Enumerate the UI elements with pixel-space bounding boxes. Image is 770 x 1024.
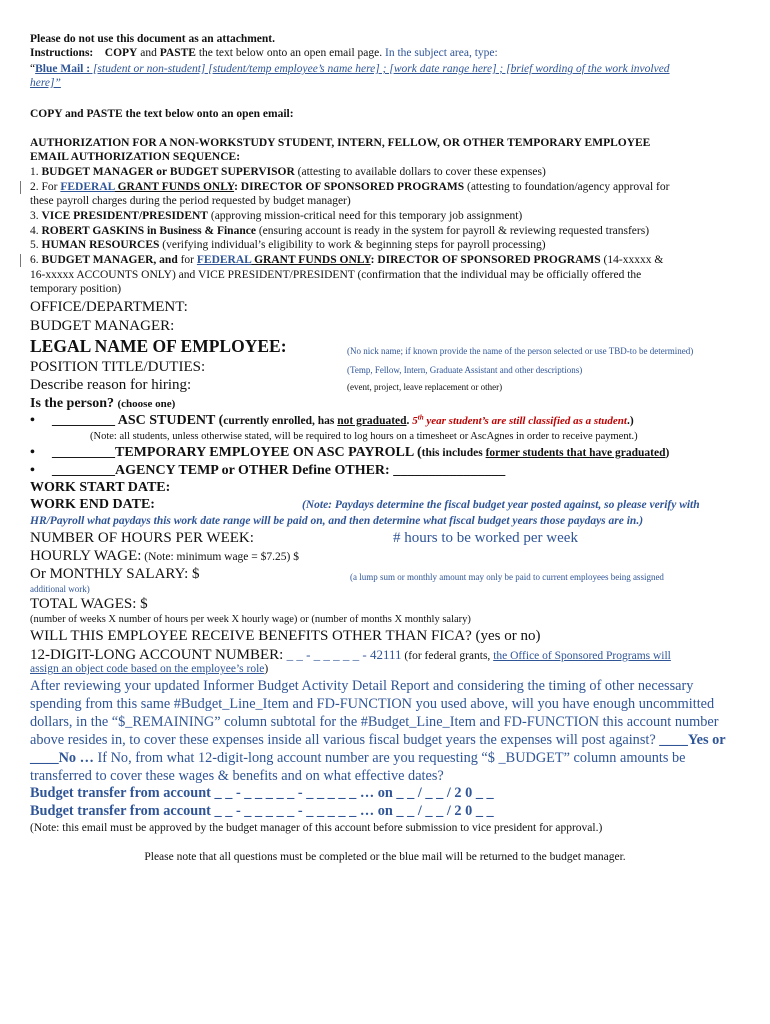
step-number: 6. [30,254,39,266]
reason-note: (event, project, leave replacement or other) [347,382,503,392]
step-role: BUDGET MANAGER or BUDGET SUPERVISOR [41,166,295,178]
ordinal-suffix: th [417,413,424,422]
change-bar [20,181,21,194]
asc-student-note: (Note: all students, unless otherwise stated, will be required to log hours on a timesheet or AscAgnes in order to receive payment.) [90,431,638,442]
instructions-label: Instructions: [30,47,94,59]
option-close: ) [665,447,670,459]
position-label: POSITION TITLE/DUTIES: [30,359,206,375]
paste-word: PASTE [159,47,196,59]
account-number-label: 12-DIGIT-LONG ACCOUNT NUMBER: [30,647,284,663]
step-description: (verifying individual’s eligibility to work & beginning steps for payroll processing) [159,239,546,251]
bullet-icon: • [30,413,35,428]
approval-note: (Note: this email must be approved by the budget manager of this account before submission to vice president for approval.) [30,822,603,834]
warning-text: Please do not use this document as an attachment. [30,33,276,45]
position-note: (Temp, Fellow, Intern, Graduate Assistant and other descriptions) [347,365,583,375]
step-role: BUDGET MANAGER, and [41,254,178,266]
object-code-link[interactable]: assign an object code based on the employee’s role [30,663,265,675]
bullet-icon: • [30,445,35,460]
step-6-cont: 16-xxxxx ACCOUNTS ONLY) and VICE PRESIDENT/PRESIDENT (confirmation that the individual may be officially offered the [30,269,642,281]
grant-funds-label: GRANT FUNDS ONLY [251,254,371,266]
option-label: TEMPORARY EMPLOYEE ON ASC PAYROLL ( [115,445,422,460]
step-2 [30,180,669,194]
step-for: For [38,181,61,193]
option-enrolled: currently enrolled, has [223,415,338,427]
option-not-graduated: not graduated [337,415,407,427]
option-label: ASC STUDENT ( [115,413,224,428]
is-person-line [30,395,175,413]
fifth-year-text: year student’s are still classified as a student [423,415,627,427]
option-former-students: former students that have graduated [485,447,666,459]
federal-label: FEDERAL [196,254,252,266]
monthly-salary-label: Or MONTHLY SALARY: $ [30,566,200,582]
choose-one-label: (choose one) [117,398,176,410]
subject-fields: [student or non-student] [student/temp employee’s name here] ; [work date range here] ; [brief wording of the work involved [90,63,670,75]
subject-line [30,62,670,76]
step-4 [30,224,649,238]
option-blank: _________ [52,445,115,460]
step-number: 1. [30,166,39,178]
step-role: HUMAN RESOURCES [41,239,160,251]
option-asc-student [30,412,634,430]
sponsored-programs-link[interactable]: the Office of Sponsored Programs will [493,650,671,662]
legal-name-label: LEGAL NAME OF EMPLOYEE: [30,336,287,356]
step-number: 3. [30,210,39,222]
step-description: (attesting to available dollars to cover these expenses) [294,166,546,178]
yes-no-choice: ____Yes or ____No … [30,732,726,766]
step-description: (ensuring account is ready in the system for payroll & reviewing requested transfers) [255,225,650,237]
change-bar [20,254,21,267]
hours-note: # hours to be worked per week [393,530,578,546]
total-wages-note: (number of weeks X number of hours per week X hourly wage) or (number of months X monthly salary) [30,614,471,625]
step-2-cont: these payroll charges during the period requested by budget manager) [30,195,351,207]
monthly-salary-note: (a lump sum or monthly amount may only be paid to current employees being assigned [350,572,664,582]
quote-open: “ [30,63,36,75]
option-blank: _________ [52,463,115,478]
step-number: 2. [30,181,39,193]
fifth-number: 5 [412,415,418,427]
hourly-wage-label: HOURLY WAGE: [30,548,142,564]
work-start-label: WORK START DATE: [30,480,171,495]
work-end-note: (Note: Paydays determine the fiscal budget year posted against, so please verify with [302,499,700,511]
step-description: (attesting to foundation/agency approval for [464,181,670,193]
budget-transfer-1: Budget transfer from account _ _ - _ _ _ _ _ - _ _ _ _ _ … on _ _ / _ _ / 2 0 _ _ [30,785,494,801]
option-temp-employee [30,444,669,462]
hourly-wage-note: (Note: minimum wage = $7.25) $ [141,551,299,563]
step-role: : DIRECTOR OF SPONSORED PROGRAMS [370,254,601,266]
benefits-question: WILL THIS EMPLOYEE RECEIVE BENEFITS OTHER THAN FICA? (yes or no) [30,628,541,644]
blue-mail-label: Blue Mail : [35,63,91,75]
account-close: ) [264,663,269,675]
and-word: and [140,47,157,59]
step-role: : DIRECTOR OF SPONSORED PROGRAMS [234,181,465,193]
option-agency-temp [30,462,505,479]
work-end-label: WORK END DATE: [30,497,155,512]
define-other-blank: ________________ [393,463,506,478]
copy-paste-line: COPY and PASTE the text below onto an open email: [30,108,294,120]
step-description: (approving mission-critical need for this temporary job assignment) [207,210,523,222]
bullet-icon: • [30,463,35,478]
account-federal-text: (for federal grants, [401,650,494,662]
budget-manager-label: BUDGET MANAGER: [30,318,175,334]
step-6 [30,253,663,267]
budget-review-paragraph [30,677,742,785]
total-wages-label: TOTAL WAGES: $ [30,596,148,612]
reason-label: Describe reason for hiring: [30,377,192,393]
step-role: ROBERT GASKINS in Business & Finance [41,225,256,237]
copy-word: COPY [104,47,138,59]
subject-instruction: In the subject area, type: [385,47,498,59]
instructions-rest: the text below onto an open email page. [198,47,383,59]
instructions-line [30,46,498,60]
account-number-value: _ _ - _ _ _ _ _ - 42111 [283,647,402,662]
step-number: 4. [30,225,39,237]
step-5 [30,238,546,252]
hourly-wage-line [30,547,299,565]
budget-transfer-2: Budget transfer from account _ _ - _ _ _ _ _ - _ _ _ _ _ … on _ _ / _ _ / 2 0 _ _ [30,803,494,819]
work-end-note-cont: HR/Payroll what paydays this work date range will be paid on, and then determine what fiscal budget years those paydays are in.) [30,515,644,527]
option-dot: . [406,415,413,427]
account-number-cont [30,662,268,676]
monthly-salary-note-cont: additional work) [30,584,90,594]
authorization-title: AUTHORIZATION FOR A NON-WORKSTUDY STUDENT, INTERN, FELLOW, OR OTHER TEMPORARY EMPLOYEE [30,137,651,149]
legal-name-note: (No nick name; if known provide the name of the person selected or use TBD-to be determined) [347,346,694,356]
option-includes: this includes [421,447,486,459]
office-department-label: OFFICE/DEPARTMENT: [30,299,188,315]
step-6-cont2: temporary position) [30,283,122,295]
fifth-year-note [412,415,627,427]
step-1 [30,165,546,179]
option-label: AGENCY TEMP or OTHER Define OTHER: [115,463,394,478]
step-description: (14-xxxxx & [600,254,664,266]
footer-note: Please note that all questions must be completed or the blue mail will be returned to the budget manager. [144,851,626,863]
step-number: 5. [30,239,39,251]
subject-fields-cont: here]” [30,77,61,89]
step-for: for [177,254,197,266]
step-3 [30,209,522,223]
option-blank: _________ [52,413,115,428]
review-text: After reviewing your updated Informer Budget Activity Detail Report and considering the timing of other necessary spending from this same #Budget_Line_Item and FD-FUNCTION you used above, will you have enough uncommitted dollars, in the “$_REMAINING” column subtotal for the #Budget_Line_Item and FD-FUNCTION this account number above resides in, to cover these expenses inside all various fiscal budget years the expenses will post against? [30,678,719,748]
step-role: VICE PRESIDENT/PRESIDENT [41,210,208,222]
if-no-text: If No, from what 12-digit-long account number are you requesting “$ _BUDGET” column amounts be transferred to cover these wages & benefits and on what effective dates? [30,750,686,784]
authorization-sequence-title: EMAIL AUTHORIZATION SEQUENCE: [30,151,241,163]
is-person-label: Is the person? [30,396,115,411]
option-close: .) [626,415,634,427]
hours-label: NUMBER OF HOURS PER WEEK: [30,530,254,546]
grant-funds-label: GRANT FUNDS ONLY [114,181,235,193]
federal-label: FEDERAL [60,181,115,193]
